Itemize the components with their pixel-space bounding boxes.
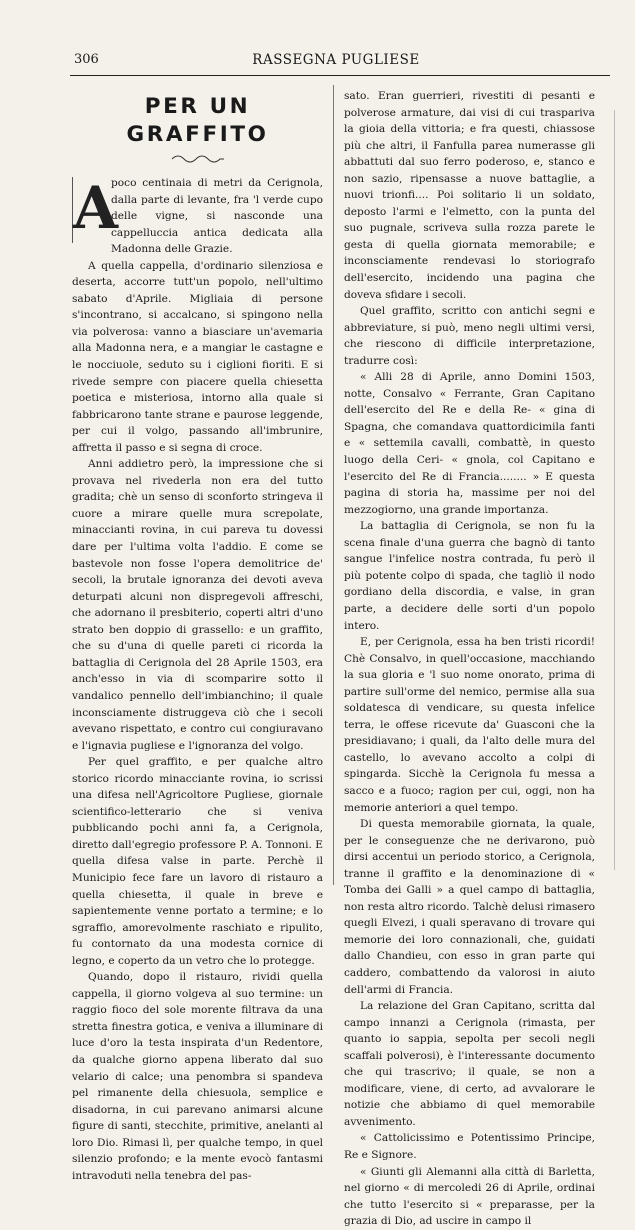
page-edge-line xyxy=(614,110,615,870)
column-divider xyxy=(333,85,334,885)
right-column xyxy=(344,88,595,1230)
drop-cap: A xyxy=(73,174,119,242)
page-number: 306 xyxy=(74,52,99,67)
journal-title: RASSEGNA PUGLIESE xyxy=(252,52,420,68)
letter-text: « Giunti gli Alemanni alla città di Barletta, nel giorno « di mercoledi 26 di Aprile, ordinai che tutto l'esercito si « preparasse, per la grazia di Dio, ad uscire in campo il xyxy=(344,1165,595,1228)
paragraph: La battaglia di Cerignola, se non fu la scena finale d'una guerra che bagnò di tanto sangue l'infelice nostra contrada, fu però il più potente colpo di spada, che tagliò il nodo gordiano della discordia, e valse, in gran parte, a decidere delle sorti d'un popolo intero. xyxy=(344,520,595,632)
running-header xyxy=(66,50,606,72)
article-title: PER UN GRAFFITO xyxy=(126,94,269,147)
left-column xyxy=(72,85,323,1184)
title-ornament xyxy=(72,149,323,175)
paragraph: poco centinaia di metri da Cerignola, dalla parte di levante, fra 'l verde cupo delle vigne, si nasconde una cappelluccia antica dedicata alla Madonna delle Grazie. xyxy=(111,177,323,256)
paragraph: La relazione del Gran Capitano, scritta dal campo innanzi a Cerignola (rimasta, per quanto io sappia, sepolta per secoli negli scaffali polverosi), è l'interessante documento che qui trascrivo; il quale, se non a modificare, viene, di certo, ad avvalorare le notizie che abbiamo di quel memorabile avvenimento. xyxy=(344,1000,595,1128)
quoted-inscription: « Alli 28 di Aprile, anno Domini 1503, notte, Consalvo « Ferrante, Gran Capitano dell'esercito del Re e della Re- « gina di Spagna, che comandava quattordicimila fanti e « settemila cavalli, combattè, in questo luogo della Ceri- « gnola, col Capitano e l'esercito del Re di Francia........ » E questa pagina di storia ha, massime per noi del mezzogiorno, una grande importanza. xyxy=(344,371,595,516)
paragraph: Per quel graffito, e per qualche altro storico ricordo minacciante rovina, io scrissi una difesa nell'Agricoltore Pugliese, giornale scientifico-letterario che si veniva pubblicando pochi anni fa, a Cerignola, diretto dall'egregio professore P. A. Tonnoni. E quella difesa valse in parte. Perchè il Municipio fece fare un lavoro di ristauro a quella chiesetta, il quale in breve e sapientemente venne portato a termine; e lo sgraffio, amorevolmente raschiato e ripulito, fu contornato da una modesta cornice di legno, e coperto da un vetro che lo protegge. xyxy=(72,756,323,967)
paragraph: Anni addietro però, la impressione che si provava nel rivederla non era del tutto gradita; chè un senso di sconforto stringeva il cuore a mirare quelle mura screpolate, minaccianti rovina, in cui pareva tu dovessi dare per l'ultima volta l'addio. E come se bastevole non fosse l'opera demolitrice de' secoli, la brutale ignoranza dei devoti aveva deturpati alcuni non dispregevoli affreschi, che adornano il presbiterio, coperti altri d'uno strato ben doppio di grassello: e un graffito, che su d'una di quelle pareti ci ricorda la battaglia di Cerignola del 28 Aprile 1503, era anch'esso in via di scomparire sotto il vandalico pennello dell'imbianchino; il quale inconsciamente distruggeva ciò che i secoli avevano rispettato, e contro cui congiuravano e l'ignavia pugliese e l'ignoranza del volgo. xyxy=(72,458,323,752)
paragraph: A quella cappella, d'ordinario silenziosa e deserta, accorre tutt'un popolo, nell'ultimo sabato d'Aprile. Migliaia di persone s'incontrano, si accalcano, si spingono nella via polverosa: vanno a biasciare un'avemaria alla Madonna nera, e a mangiar le castagne e le nocciuole, seduto su i ciglioni fioriti. E si rivede sempre con piacere quella chiesetta poetica e misteriosa, intorno alla quale si fabbricarono tante strane e paurose leggende, per cui il volgo, passando all'imbrunire, affretta il passo e si segna di croce. xyxy=(72,259,323,454)
paragraph: sato. Eran guerrieri, rivestiti di pesanti e polverose armature, dai visi di cui traspariva la gioia della vittoria; e fra questi, chiassose più che altri, il Fanfulla parea numerasse gli abbattuti dal suo ferro poderoso, e, stanco e non sazio, ripensasse a nuove battaglie, a nuovi trionfi.... Poi solitario li un soldato, deposto l'armi e l'elmetto, con la punta del suo pugnale, scriveva sulla rozza parete le gesta di quella giornata memorabile; e inconsciamente rendevasi lo storiografo dell'esercito, incidendo una pagina che doveva sfidare i secoli. xyxy=(344,90,595,301)
letter-salutation: « Cattolicissimo e Potentissimo Principe, Re e Signore. xyxy=(344,1132,595,1161)
paragraph: Quando, dopo il ristauro, rividi quella cappella, il giorno volgeva al suo termine: un raggio fioco del sole morente filtrava da una stretta finestra gotica, e veniva a illuminare di luce d'oro la testa inspirata d'un Redentore, da qualche giorno appena liberato dal suo velario di calce; una penombra si spandeva pel rimanente della chiesuola, semplice e disadorna, in cui parevano animarsi alcune figure di santi, stecchite, primitive, anelanti al loro Dio. Rimasi lì, per qualche tempo, in quel silenzio profondo; e la mente evocò fantasmi intravoduti nella tenebra del pas- xyxy=(72,971,323,1182)
paragraph: Quel graffito, scritto con antichi segni e abbreviature, si può, meno negli ultimi versi, che riescono di difficile interpretazione, tradurre così: xyxy=(344,305,595,367)
paragraph: Di questa memorabile giornata, la quale, per le conseguenze che ne derivarono, può dirsi accentui un periodo storico, a Cerignola, tranne il graffito e la denominazione di « Tomba dei Galli » a quel campo di battaglia, non resta altro ricordo. Talchè delusi rimasero quegli Elvezi, i quali speravano di trovare qui memorie dei loro connazionali, che, guidati dallo Chandieu, con esso in gran parte qui caddero, combattendo da valorosi in aiuto dell'armi di Francia. xyxy=(344,818,595,996)
header-rule xyxy=(70,75,610,76)
paragraph: E, per Cerignola, essa ha ben tristi ricordi! Chè Consalvo, in quell'occasione, macchiando la sua gloria e 'l suo nome onorato, prima di partire sull'orme del nemico, permise alla sua soldatesca di vendicare, su questa infelice terra, le offese ricevute da' Guasconi che la presidiavano; i quali, da l'alto delle mura del castello, lo avevano accolto a colpi di spingarda. Sicchè la Cerignola fu messa a sacco e a fuoco; ragion per cui, oggi, non ha memorie anteriori a quel tempo. xyxy=(344,636,595,814)
ornament-flourish-icon xyxy=(168,149,228,169)
